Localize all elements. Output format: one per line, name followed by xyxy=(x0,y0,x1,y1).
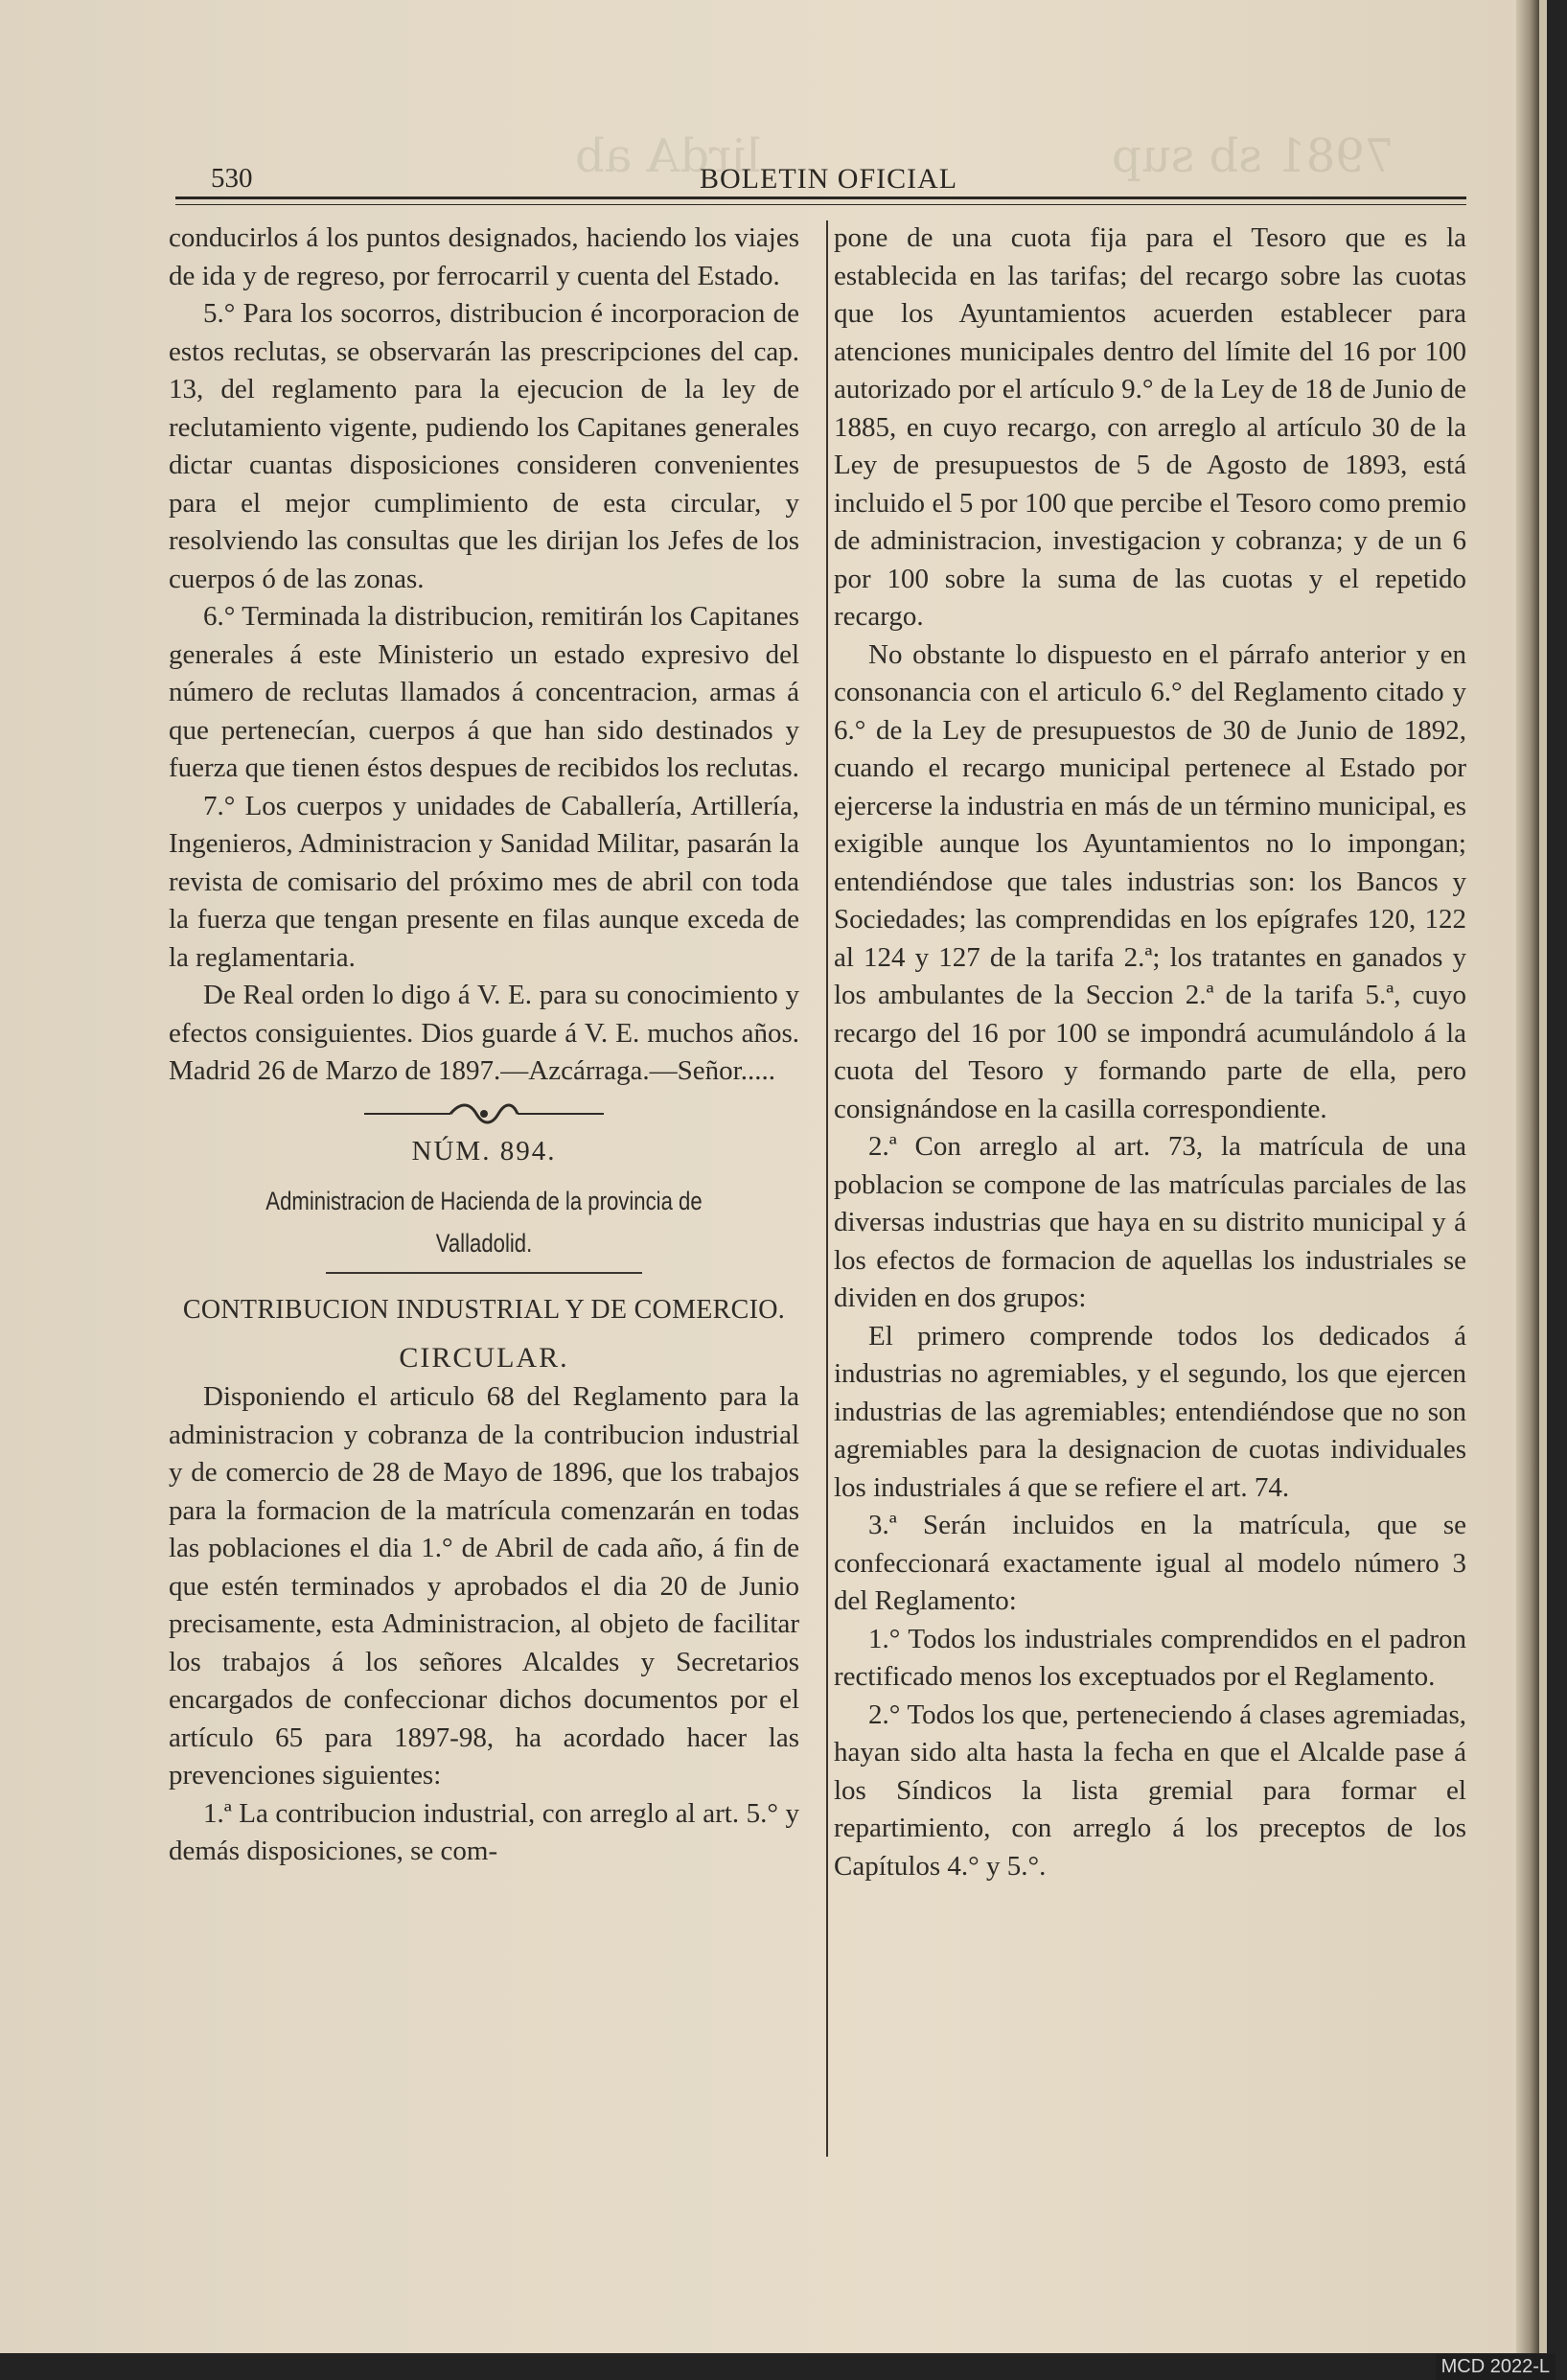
paragraph: 2.° Todos los que, perteneciendo á clases agremiadas, hayan sido alta hasta la fecha en que el Alcalde pase á los Síndicos la lista gremial para formar el repartimiento, con arreglo á los preceptos de los Capítulos 4.° y 5.°. xyxy=(834,1698,1466,1882)
paragraph: No obstante lo dispuesto en el párrafo anterior y en consonancia con el articulo 6.° del Reglamento citado y 6.° de la Ley de presupuestos de 30 de Junio de 1892, cuando el recargo municipal pertenece al Estado por ejercerse la industria en más de un término municipal, es exigible aunque los Ayuntamientos no lo impongan; entendiéndose que tales industrias son: los Bancos y Sociedades; las comprendidas en los epígrafes 120, 122 al 124 y 127 de la tarifa 2.ª; los tratantes en ganados y los ambulantes de la Seccion 2.ª de la tarifa 5.ª, cuyo recargo del 16 por 100 se impondrá acumulándolo á la cuota del Tesoro y formando parte de ella, pero consignándose en la casilla correspondiente. xyxy=(834,638,1466,1124)
publication-title: BOLETIN OFICIAL xyxy=(700,163,958,195)
paragraph: El primero comprende todos los dedicados á industrias no agremiables, y el segundo, los que ejercen industrias de las agremiables; entendiéndose que no son agremiables para la designacion de cuotas individuales los industriales á que se refiere el art. 74. xyxy=(834,1320,1466,1503)
paragraph: 2.ª Con arreglo al art. 73, la matrícula de una poblacion se compone de las matrículas parciales de las diversas industrias que haya en su distrito municipal y á los efectos de formacion de aquellas los industriales se dividen en dos grupos: xyxy=(834,1131,1466,1313)
circular-heading: CIRCULAR. xyxy=(399,1341,569,1374)
left-column xyxy=(169,220,799,1871)
paragraph: De Real orden lo digo á V. E. para su conocimiento y efectos consiguientes. Dios guarde á V. E. muchos años. Madrid 26 de Marzo de 1897.—Azcárraga.—Señor..... xyxy=(169,980,799,1086)
paragraph: conducirlos á los puntos designados, haciendo los viajes de ida y de regreso, por ferrocarril y cuenta del Estado. xyxy=(169,222,799,291)
header-rule xyxy=(175,196,1466,205)
paragraph: pone de una cuota fija para el Tesoro que es la establecida en las tarifas; del recargo sobre las cuotas que los Ayuntamientos acuerden establecer para atenciones municipales dentro del límite del 16 por 100 autorizado por el artículo 9.° de la Ley de 18 de Junio de 1885, en cuyo recargo, con arreglo al artículo 30 de la Ley de presupuestos de 5 de Agosto de 1893, está incluido el 5 por 100 que percibe el Tesoro como premio de administracion, investigacion y cobranza; y de un 6 por 100 sobre la suma de las cuotas y el repetido recargo. xyxy=(834,222,1466,632)
bleed-through-right: 7981 sb sup xyxy=(1112,129,1394,183)
paragraph: Disponiendo el articulo 68 del Reglamento para la administracion y cobranza de la contribucion industrial y de comercio de 28 de Mayo de 1896, que los trabajos para la formacion de la matrícula comenzarán en todas las poblaciones el dia 1.° de Abril de cada año, á fin de que estén terminados y aprobados el dia 20 de Junio precisamente, esta Administracion, al objeto de facilitar los trabajos á los señores Alcaldes y Secretarios encargados de confeccionar dichos documentos por el artículo 65 para 1897-98, ha acordado hacer las prevenciones siguientes: xyxy=(169,1381,799,1791)
section-rule xyxy=(326,1272,642,1274)
bleed-through-left: lirdA ab xyxy=(575,129,761,183)
next-page-strip xyxy=(1539,0,1547,2353)
page-header xyxy=(173,161,1466,199)
paragraph: 6.° Terminada la distribucion, remitirán los Capitanes generales á este Ministerio un estado expresivo del número de reclutas llamados á concentracion, armas á que pertenecían, cuerpos á que han sido destinados y fuerza que tienen éstos despues de recibidos los reclutas. xyxy=(169,601,799,783)
page-number: 530 xyxy=(211,163,253,194)
section-title: CONTRIBUCION INDUSTRIAL Y DE COMERCIO. xyxy=(182,1295,786,1325)
archive-watermark: MCD 2022-L xyxy=(1436,2354,1555,2380)
paragraph: 1.ª La contribucion industrial, con arreglo al art. 5.° y demás disposiciones, se com- xyxy=(169,1797,799,1866)
next-page-edge xyxy=(1516,0,1539,2353)
issue-number: NÚM. 894. xyxy=(411,1135,557,1167)
ornament-divider xyxy=(359,1100,609,1127)
right-column xyxy=(834,220,1466,1885)
paragraph: 1.° Todos los industriales comprendidos en el padron rectificado menos los exceptuados por el Reglamento. xyxy=(834,1623,1466,1692)
paragraph: 3.ª Serán incluidos en la matrícula, que se confeccionará exactamente igual al modelo número 3 del Reglamento: xyxy=(834,1510,1466,1616)
paragraph: 5.° Para los socorros, distribucion é incorporacion de estos reclutas, se observarán las prescripciones del cap. 13, del reglamento para la ejecucion de la ley de reclutamiento vigente, pudiendo los Capitanes generales dictar cuantas disposiciones consideren convenientes para el mejor cumplimiento de esta circular, y resolviendo las consultas que les dirijan los Jefes de los cuerpos ó de las zonas. xyxy=(169,298,799,594)
column-divider xyxy=(826,220,828,2157)
paragraph: 7.° Los cuerpos y unidades de Caballería, Artillería, Ingenieros, Administracion y Sanidad Militar, pasarán la revista de comisario del próximo mes de abril con toda la fuerza que tengan presente en filas aunque exceda de la reglamentaria. xyxy=(169,790,799,973)
administration-heading: Administracion de Hacienda de la provincia de Valladolid. xyxy=(265,1187,703,1258)
